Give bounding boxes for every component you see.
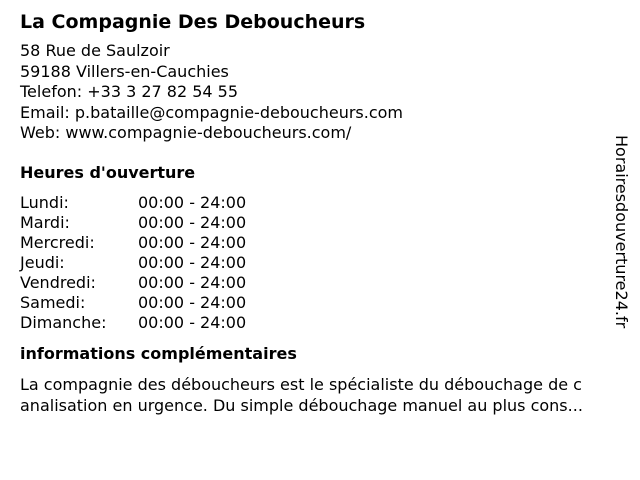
website-line: Web: www.compagnie-deboucheurs.com/: [20, 123, 352, 142]
email-line: Email: p.bataille@compagnie-deboucheurs.com: [20, 102, 403, 122]
time-range: 00:00 - 24:00: [138, 252, 247, 272]
address-city: 59188 Villers-en-Cauchies: [20, 61, 229, 81]
day-label: Lundi:: [20, 192, 69, 212]
hours-row-tuesday: [20, 213, 630, 233]
hours-row-wednesday: [20, 233, 630, 253]
day-label: Dimanche:: [20, 312, 107, 332]
phone-line: Telefon: +33 3 27 82 54 55: [20, 82, 239, 101]
time-range: 00:00 - 24:00: [138, 272, 247, 292]
time-range: 00:00 - 24:00: [138, 312, 247, 332]
hours-row-friday: [20, 273, 630, 293]
additional-info-heading: informations complémentaires: [20, 343, 297, 363]
opening-hours-heading: Heures d'ouverture: [20, 162, 196, 182]
time-range: 00:00 - 24:00: [138, 212, 247, 232]
hours-row-saturday: [20, 293, 630, 313]
business-name: La Compagnie Des Deboucheurs: [20, 11, 366, 33]
opening-hours-table: [20, 193, 630, 333]
time-range: 00:00 - 24:00: [138, 192, 247, 212]
time-range: 00:00 - 24:00: [138, 232, 247, 252]
site-watermark: [612, 135, 632, 345]
day-label: Jeudi:: [20, 252, 65, 272]
day-label: Vendredi:: [20, 272, 96, 292]
hours-row-sunday: [20, 313, 630, 333]
hours-row-monday: [20, 193, 630, 213]
day-label: Samedi:: [20, 292, 86, 312]
hours-row-thursday: [20, 253, 630, 273]
time-range: 00:00 - 24:00: [138, 292, 247, 312]
business-card: [20, 9, 630, 416]
description-line-2: analisation en urgence. Du simple débouchage manuel au plus cons...: [20, 395, 583, 415]
watermark-text: Horairesdouverture24.fr: [612, 135, 631, 329]
address-street: 58 Rue de Saulzoir: [20, 41, 170, 60]
day-label: Mercredi:: [20, 232, 95, 252]
day-label: Mardi:: [20, 212, 70, 232]
description-line-1: La compagnie des déboucheurs est le spécialiste du débouchage de c: [20, 374, 582, 394]
